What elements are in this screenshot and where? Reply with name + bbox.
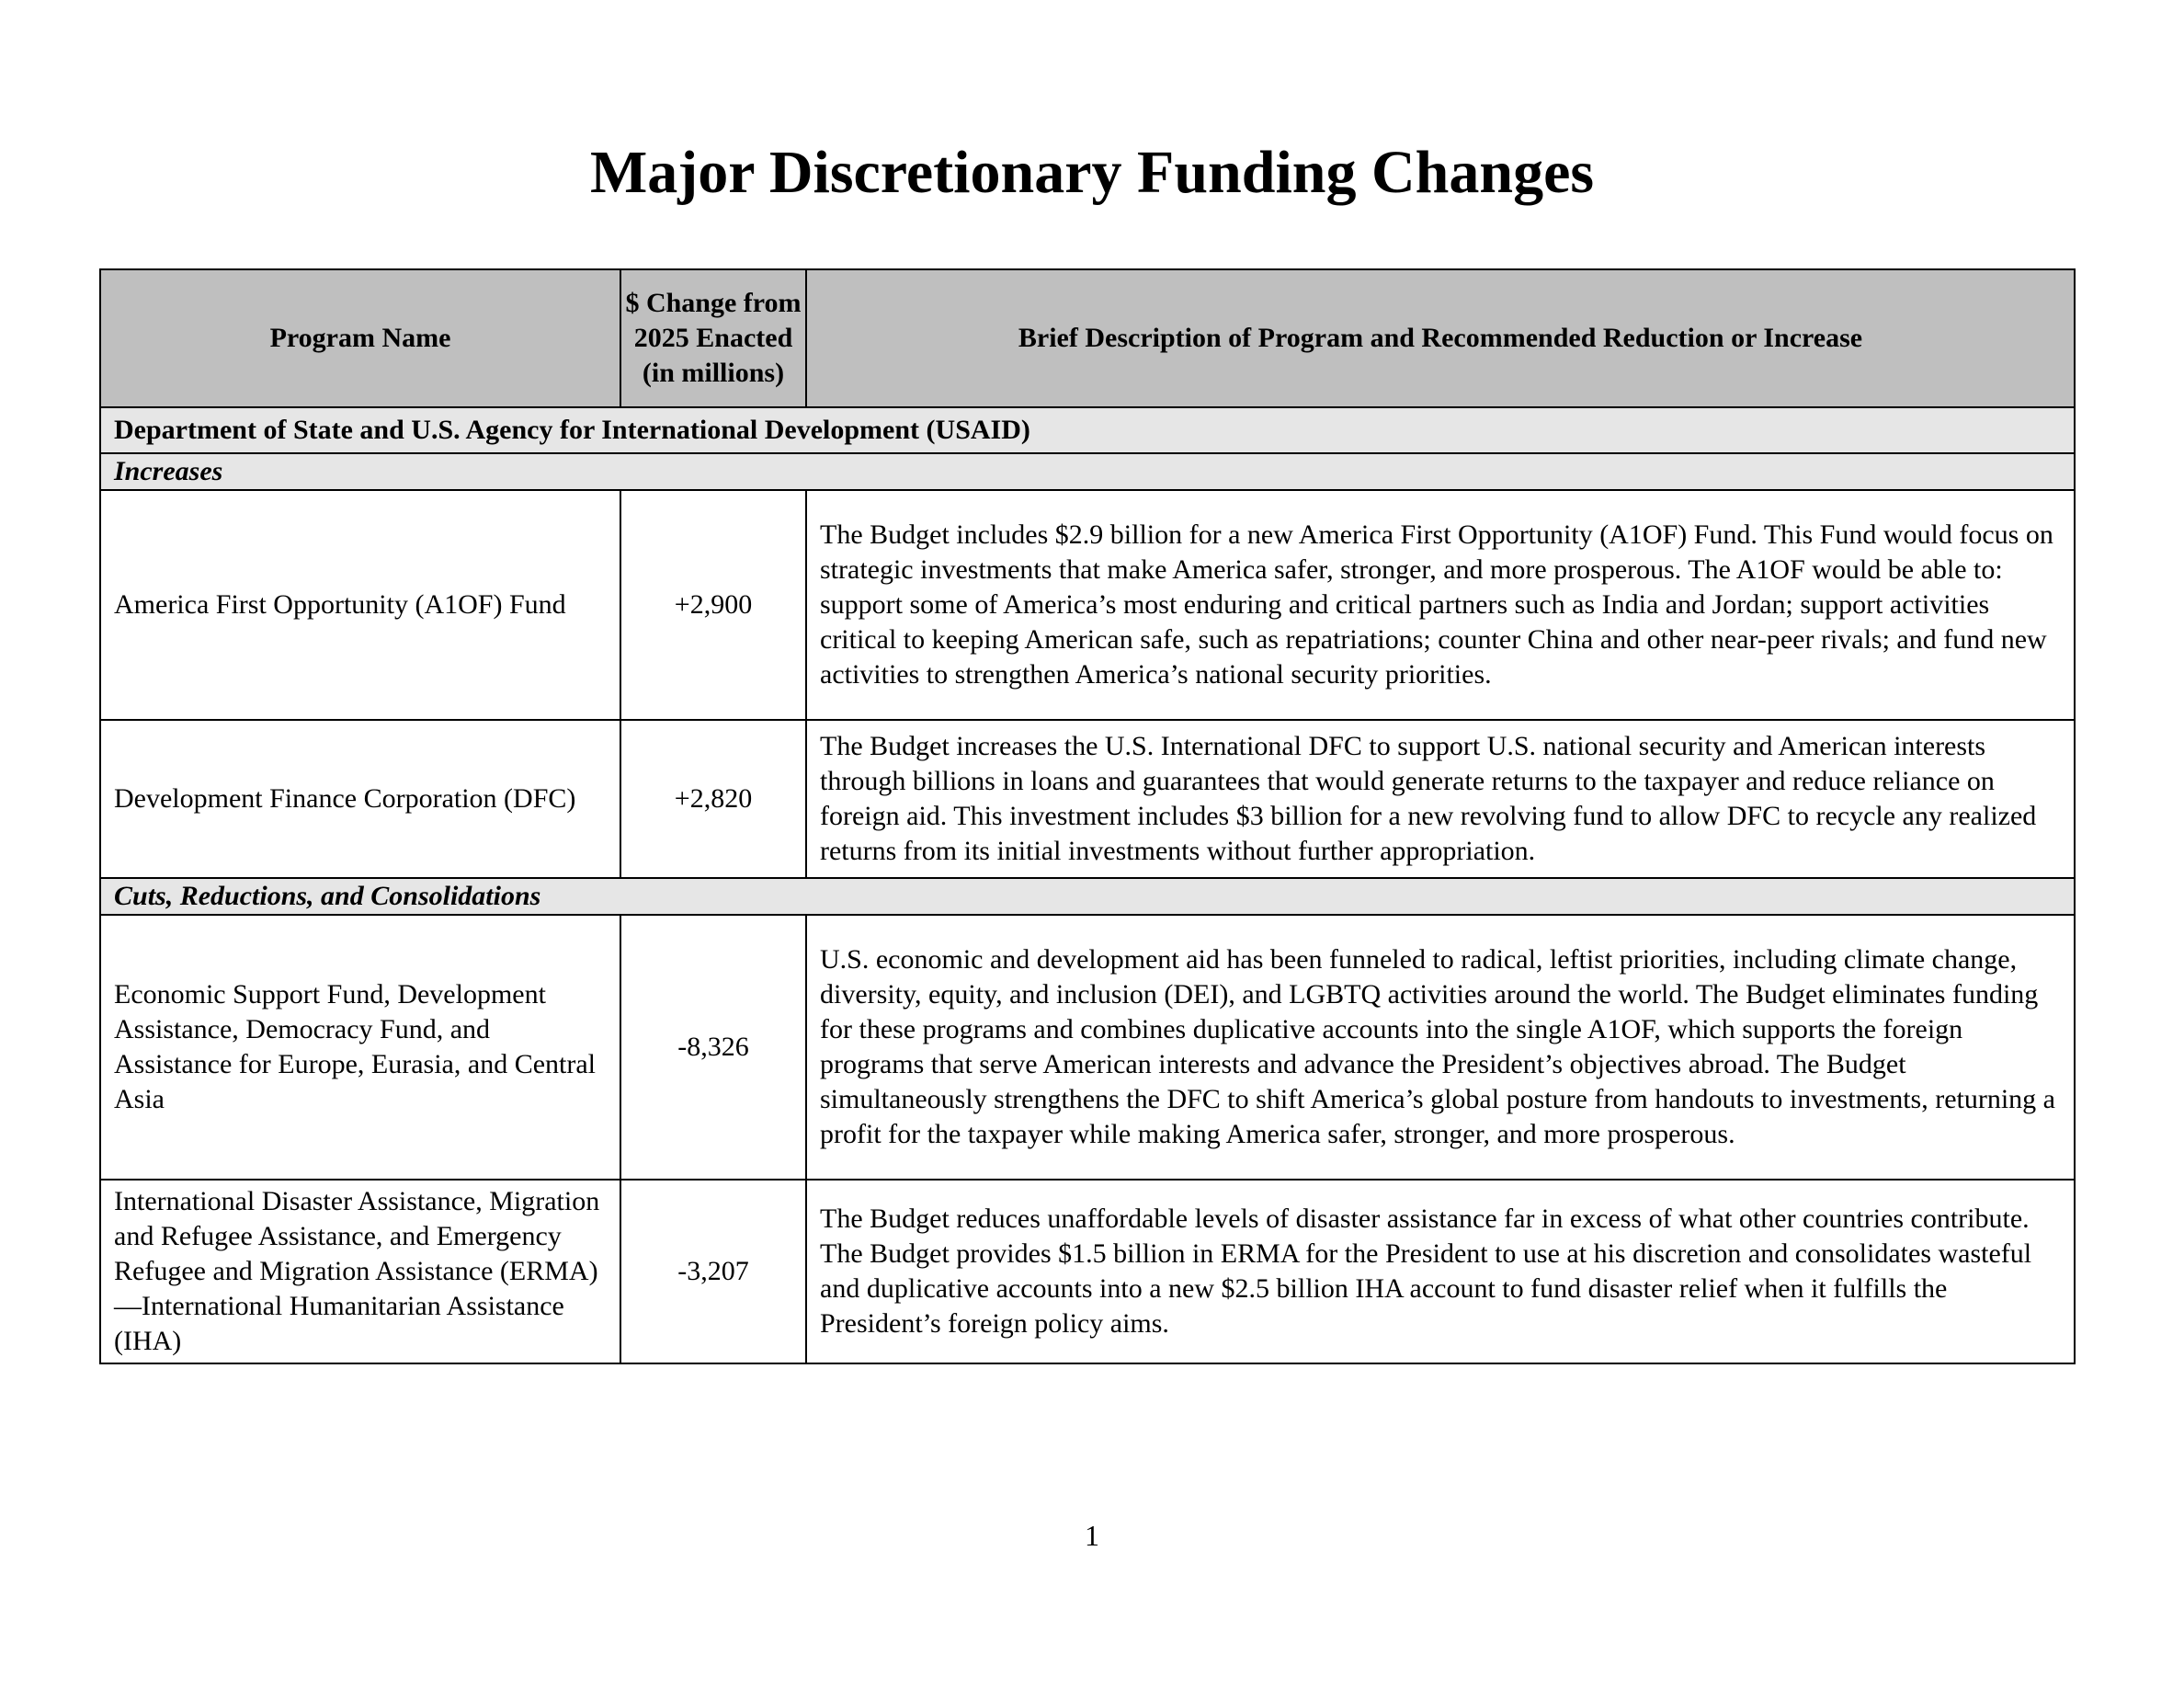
description-cell: U.S. economic and development aid has been funneled to radical, leftist priorities, including climate change, diversity, equity, and inclusion (DEI), and LGBTQ activities around the world. The Budget eliminates funding for these programs and combines duplicative accounts into the single A1OF, which supports the foreign programs that serve American interests and advance the President’s objectives abroad. The Budget simultaneously strengthens the DFC to shift America’s global posture from handouts to investments, returning a profit for the taxpayer while making America safer, stronger, and more prosperous.: [806, 915, 2075, 1180]
header-program-name: Program Name: [100, 269, 620, 407]
funding-changes-table: [99, 268, 2076, 1364]
header-change: $ Change from 2025 Enacted (in millions): [620, 269, 806, 407]
subsection-row-cuts: [100, 878, 2075, 915]
description-cell: The Budget reduces unaffordable levels of disaster assistance far in excess of what other countries contribute. The Budget provides $1.5 billion in ERMA for the President to use at his discretion and consolidates wasteful and duplicative accounts into a new $2.5 billion IHA account to fund disaster relief when it fulfills the President’s foreign policy aims.: [806, 1180, 2075, 1363]
subsection-row-increases: [100, 453, 2075, 490]
table-row: [100, 1180, 2075, 1363]
description-cell: The Budget increases the U.S. International DFC to support U.S. national security and American interests through billions in loans and guarantees that would generate returns to the taxpayer and reduce reliance on foreign aid. This investment includes $3 billion for a new revolving fund to allow DFC to recycle any realized returns from its initial investments without further appropriation.: [806, 720, 2075, 878]
program-name-cell: America First Opportunity (A1OF) Fund: [100, 490, 620, 720]
table-row: [100, 915, 2075, 1180]
section-title: Department of State and U.S. Agency for International Development (USAID): [100, 407, 2075, 453]
subsection-cuts-label: Cuts, Reductions, and Consolidations: [100, 878, 2075, 915]
page-number: 1: [1085, 1519, 1099, 1552]
change-cell: -8,326: [620, 915, 806, 1180]
section-row: [100, 407, 2075, 453]
program-name-cell: International Disaster Assistance, Migration and Refugee Assistance, and Emergency Refugee and Migration Assistance (ERMA)—International Humanitarian Assistance (IHA): [100, 1180, 620, 1363]
table-header-row: [100, 269, 2075, 407]
description-cell: The Budget includes $2.9 billion for a new America First Opportunity (A1OF) Fund. This Fund would focus on strategic investments that make America safer, stronger, and more prosperous. The A1OF would be able to: support some of America’s most enduring and critical partners such as India and Jordan; support activities critical to keeping American safe, such as repatriations; counter China and other near-peer rivals; and fund new activities to strengthen America’s national security priorities.: [806, 490, 2075, 720]
header-description: Brief Description of Program and Recommended Reduction or Increase: [806, 269, 2075, 407]
change-cell: +2,820: [620, 720, 806, 878]
page-title: Major Discretionary Funding Changes: [589, 139, 1595, 206]
program-name-cell: Economic Support Fund, Development Assistance, Democracy Fund, and Assistance for Europe, Eurasia, and Central Asia: [100, 915, 620, 1180]
table-row: [100, 720, 2075, 878]
program-name-cell: Development Finance Corporation (DFC): [100, 720, 620, 878]
change-cell: -3,207: [620, 1180, 806, 1363]
table-row: [100, 490, 2075, 720]
subsection-increases-label: Increases: [100, 453, 2075, 490]
change-cell: +2,900: [620, 490, 806, 720]
